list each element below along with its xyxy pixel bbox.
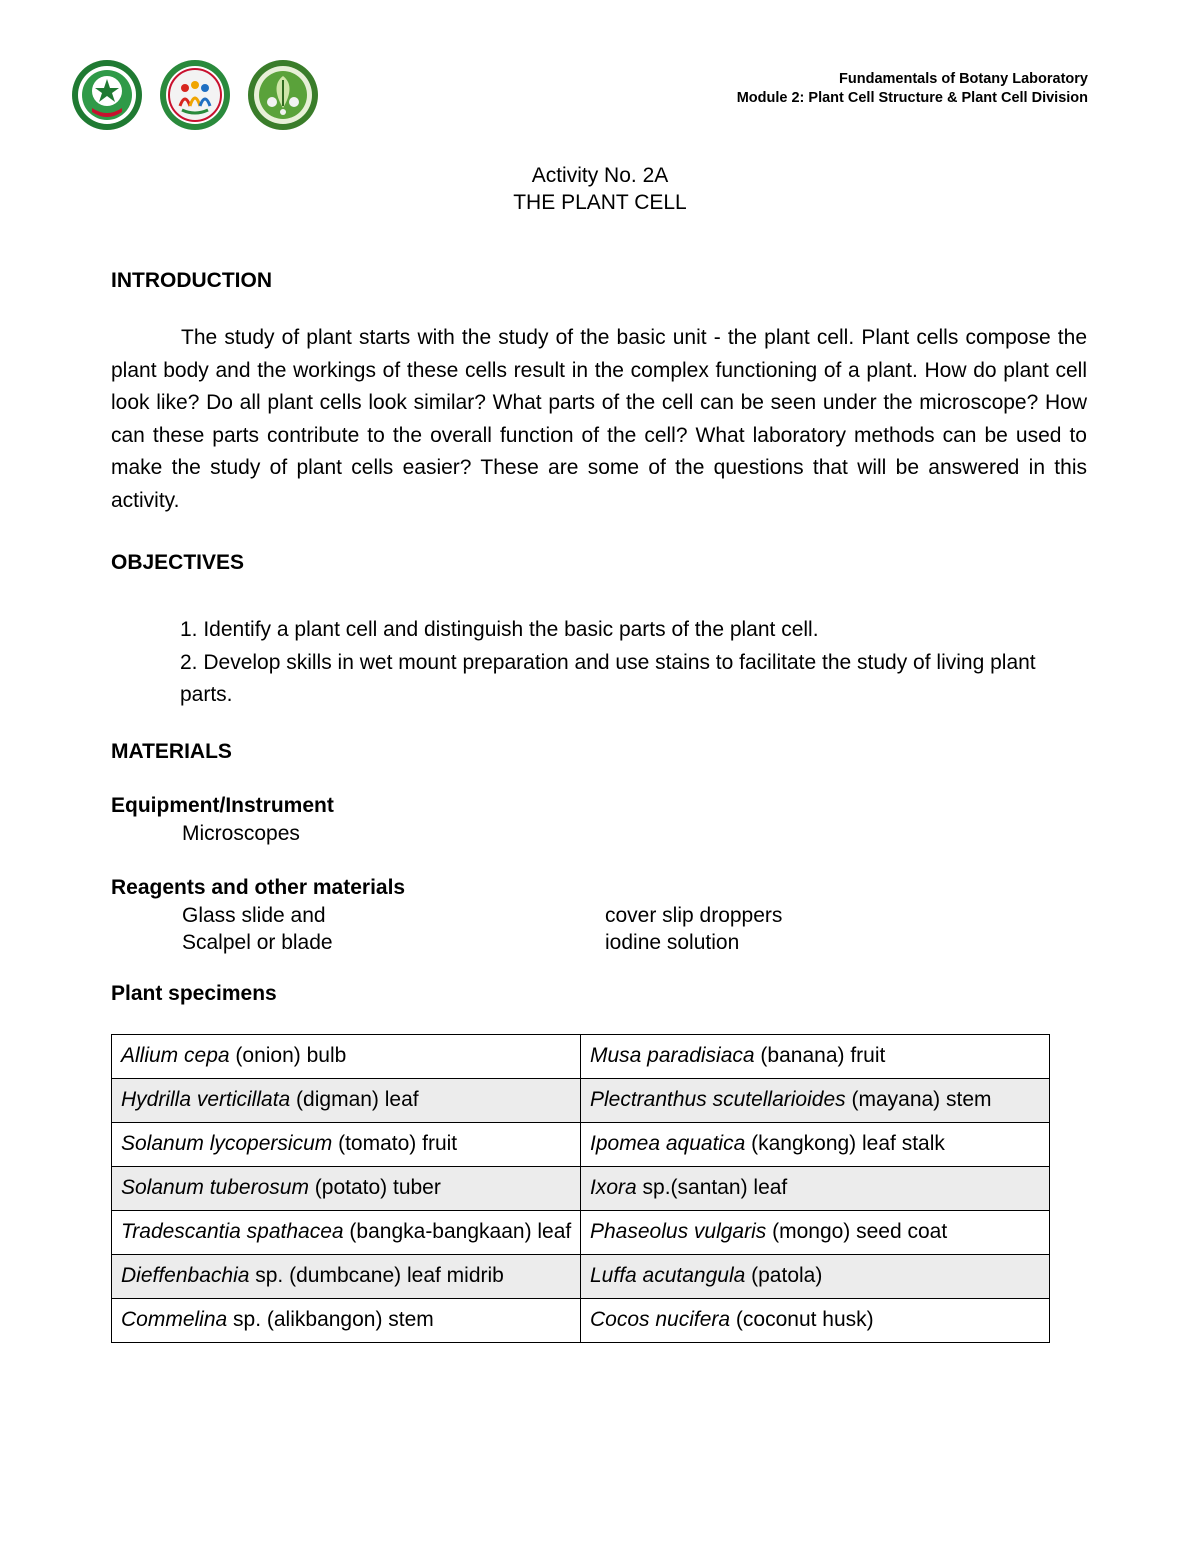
common-name: (patola): [745, 1264, 823, 1287]
table-cell: [112, 1035, 581, 1079]
equipment-item: Microscopes: [182, 822, 300, 845]
introduction-heading: INTRODUCTION: [111, 269, 272, 292]
document-header: [737, 70, 1088, 108]
table-cell: [112, 1167, 581, 1211]
table-row: [112, 1167, 1050, 1211]
specimens-heading: Plant specimens: [111, 982, 277, 1005]
reagents-heading: Reagents and other materials: [111, 876, 406, 899]
table-cell: [112, 1123, 581, 1167]
common-name: sp. (dumbcane) leaf midrib: [249, 1264, 504, 1287]
table-cell: [112, 1211, 581, 1255]
materials-heading: MATERIALS: [111, 740, 232, 763]
introduction-paragraph: The study of plant starts with the study of the basic unit - the plant cell. Plant cells compose the plant body and the workings of these cells result in the complex functioning of a plant. How do plant cell look like? Do all plant cells look similar? What parts of the cell can be seen under the microscope? How can these parts contribute to the overall function of the cell? What laboratory methods can be used to make the study of plant cells easier? These are some of the questions that will be answered in this activity.: [111, 326, 1087, 512]
common-name: sp. (alikbangon) stem: [227, 1308, 434, 1331]
activity-name: THE PLANT CELL: [513, 191, 687, 214]
scientific-name: Dieffenbachia: [121, 1264, 250, 1287]
table-cell: [581, 1299, 1050, 1343]
table-row: [112, 1211, 1050, 1255]
objective-item: 2. Develop skills in wet mount preparation and use stains to facilitate the study of living plant parts.: [180, 650, 1036, 706]
scientific-name: Allium cepa: [121, 1044, 230, 1067]
scientific-name: Ipomea aquatica: [590, 1132, 746, 1155]
common-name: (digman) leaf: [290, 1088, 419, 1111]
scientific-name: Cocos nucifera: [590, 1308, 731, 1331]
reagent-item: Scalpel or blade: [182, 931, 333, 954]
scientific-name: Commelina: [121, 1308, 228, 1331]
course-title: Fundamentals of Botany Laboratory: [839, 71, 1088, 87]
scientific-name: Phaseolus vulgaris: [590, 1220, 767, 1243]
common-name: (potato) tuber: [308, 1176, 441, 1199]
common-name: (kangkong) leaf stalk: [745, 1132, 945, 1155]
activity-number: Activity No. 2A: [531, 164, 669, 187]
table-row: [112, 1035, 1050, 1079]
objectives-list: [180, 614, 1088, 712]
specimens-table: [111, 1034, 1050, 1343]
table-row: [112, 1299, 1050, 1343]
table-cell: [112, 1255, 581, 1299]
table-cell: [112, 1299, 581, 1343]
activity-title-block: [0, 162, 1200, 216]
scientific-name: Luffa acutangula: [590, 1264, 746, 1287]
common-name: sp.(santan) leaf: [636, 1176, 788, 1199]
department-seal-icon: [246, 58, 320, 132]
reagent-item: cover slip droppers: [605, 904, 783, 927]
table-row: [112, 1079, 1050, 1123]
reagent-item: Glass slide and: [182, 904, 326, 927]
common-name: (mayana) stem: [845, 1088, 992, 1111]
table-cell: [581, 1123, 1050, 1167]
table-cell: [112, 1079, 581, 1123]
objectives-heading: OBJECTIVES: [111, 551, 245, 574]
scientific-name: Ixora: [590, 1176, 637, 1199]
table-row: [112, 1255, 1050, 1299]
common-name: (bangka-bangkaan) leaf: [343, 1220, 572, 1243]
table-cell: [581, 1255, 1050, 1299]
table-row: [112, 1123, 1050, 1167]
module-title: Module 2: Plant Cell Structure & Plant Cell Division: [736, 90, 1088, 106]
table-cell: [581, 1035, 1050, 1079]
table-cell: [581, 1167, 1050, 1211]
scientific-name: Solanum tuberosum: [121, 1176, 309, 1199]
common-name: (onion) bulb: [229, 1044, 347, 1067]
scientific-name: Solanum lycopersicum: [121, 1132, 333, 1155]
header-logos: [70, 58, 320, 132]
institution-seal-icon: [70, 58, 144, 132]
table-cell: [581, 1211, 1050, 1255]
table-cell: [581, 1079, 1050, 1123]
common-name: (coconut husk): [730, 1308, 874, 1331]
equipment-heading: Equipment/Instrument: [111, 794, 334, 817]
college-seal-icon: [158, 58, 232, 132]
objective-item: 1. Identify a plant cell and distinguish the basic parts of the plant cell.: [180, 618, 819, 641]
scientific-name: Tradescantia spathacea: [121, 1220, 344, 1243]
common-name: (banana) fruit: [754, 1044, 886, 1067]
scientific-name: Plectranthus scutellarioides: [590, 1088, 846, 1111]
reagent-item: iodine solution: [605, 931, 740, 954]
scientific-name: Musa paradisiaca: [590, 1044, 755, 1067]
common-name: (tomato) fruit: [332, 1132, 458, 1155]
common-name: (mongo) seed coat: [766, 1220, 948, 1243]
scientific-name: Hydrilla verticillata: [121, 1088, 291, 1111]
